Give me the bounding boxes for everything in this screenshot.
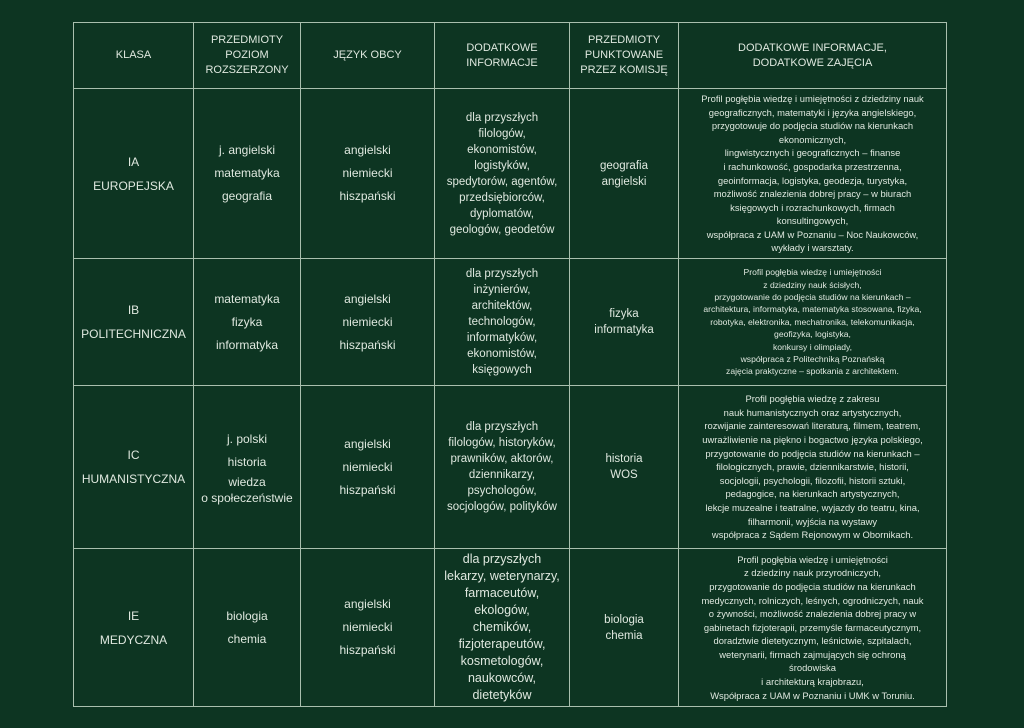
text-line: chemików,	[472, 620, 532, 634]
scored-subjects-cell	[570, 549, 679, 707]
text-line: pedagogice, na kierunkach artystycznych,	[725, 488, 900, 500]
text-line: wykłady i warsztaty.	[771, 242, 854, 254]
header-przedmioty-rozszerzone	[194, 23, 301, 89]
text-line: informatyka	[215, 337, 279, 352]
table-row	[74, 386, 947, 549]
text-line: o żywności, możliwość znalezienia dobrej pracy w	[708, 608, 917, 620]
extended-subjects-cell	[194, 549, 301, 707]
text-line: dziennikarzy,	[468, 469, 536, 481]
text-line: spedytorów, agentów,	[446, 175, 558, 188]
text-line: angielski	[344, 291, 391, 306]
text-line: z dziedziny nauk przyrodniczych,	[743, 567, 882, 579]
text-line: dla przyszłych	[465, 268, 539, 280]
text-line: INFORMACJE	[466, 56, 538, 69]
text-line: Profil pogłębia wiedzę z zakresu	[745, 393, 880, 405]
text-line: chemia	[227, 631, 267, 646]
text-line: hiszpański	[339, 482, 396, 497]
extra-activities-cell	[679, 549, 947, 707]
text-line: współpraca z Sądem Rejonowym w Obornikach.	[711, 529, 914, 541]
text-line: filharmonii, wyjścia na wystawy	[747, 515, 878, 527]
text-line: współpraca z Politechniką Poznańską	[740, 354, 885, 365]
text-line: informatyków,	[466, 332, 538, 344]
text-line: wiedza	[228, 475, 266, 489]
text-line: architektów,	[471, 300, 533, 312]
text-line: biologia	[226, 608, 268, 623]
text-line: niemiecki	[342, 314, 393, 329]
text-line: zajęcia praktyczne – spotkania z architektem.	[726, 366, 899, 377]
text-line: DODATKOWE ZAJĘCIA	[752, 56, 873, 69]
career-info-cell	[435, 386, 570, 549]
extra-activities-cell	[679, 259, 947, 386]
text-line: księgowych i rozrachunkowych, firmach	[730, 201, 895, 213]
text-line: gabinetach fizjoterapii, przemyśle farmaceutycznym,	[703, 621, 922, 633]
class-name-cell	[74, 386, 194, 549]
text-line: niemiecki	[342, 166, 393, 180]
text-line: lekcje muzealne i teatralne, wyjazdy do teatru, kina,	[705, 501, 920, 513]
text-line: filologicznych, prawie, dziennikarstwie, historii,	[716, 461, 909, 473]
text-line: geograficznych, matematyki i języka angielskiego,	[708, 106, 917, 118]
languages-cell	[301, 259, 435, 386]
text-line: przygotowanie do podjęcia studiów na kierunkach –	[714, 291, 911, 302]
table-row	[74, 549, 947, 707]
text-line: naukowców,	[467, 671, 537, 685]
text-line: geoinformacja, logistyka, geodezja, turystyka,	[717, 174, 908, 186]
header-dodatkowe-informacje	[435, 23, 570, 89]
text-line: socjologów, polityków	[447, 501, 557, 513]
text-line: ekonomistów,	[467, 143, 537, 156]
text-line: fizjoterapeutów,	[458, 637, 546, 651]
career-info-cell	[435, 89, 570, 259]
text-line: psychologów,	[467, 485, 537, 497]
text-line: nauk humanistycznych oraz artystycznych,	[723, 406, 902, 418]
scored-subjects-cell	[570, 259, 679, 386]
text-line: angielski	[601, 175, 647, 188]
text-line: ekonomicznych,	[778, 133, 847, 145]
languages-cell	[301, 89, 435, 259]
text-line: matematyka	[214, 166, 280, 180]
text-line: filologów,	[478, 127, 526, 140]
text-line: IB	[127, 303, 140, 317]
text-line: dla przyszłych	[465, 421, 539, 433]
text-line: przedsiębiorców,	[459, 191, 545, 204]
text-line: Profil pogłębia wiedzę i umiejętności	[737, 553, 888, 565]
extended-subjects-cell	[194, 386, 301, 549]
text-line: kosmetologów,	[460, 654, 544, 668]
text-line: dla przyszłych	[462, 552, 542, 566]
text-line: IE	[127, 608, 140, 623]
text-line: logistyków,	[474, 159, 530, 172]
text-line: przygotowanie do podjęcia studiów na kierunkach –	[705, 447, 920, 459]
text-line: księgowych	[472, 364, 532, 376]
text-line: doradztwie dietetycznym, leśnictwie, szpitalach,	[713, 635, 912, 647]
text-line: DODATKOWE	[466, 41, 538, 54]
text-line: socjologii, psychologii, filozofii, historii sztuki,	[719, 474, 906, 486]
text-line: współpraca z UAM w Poznaniu – Noc Naukowców,	[706, 228, 919, 240]
text-line: środowiska	[789, 662, 836, 674]
table-row	[74, 89, 947, 259]
text-line: POZIOM	[225, 49, 269, 61]
text-line: informatyka	[594, 324, 654, 336]
table-header-row	[74, 23, 947, 89]
extra-activities-cell	[679, 386, 947, 549]
career-info-cell	[435, 259, 570, 386]
text-line: konsultingowych,	[776, 215, 849, 227]
text-line: i architekturą krajobrazu,	[761, 676, 864, 688]
languages-cell	[301, 386, 435, 549]
text-line: i rachunkowość, gospodarka przestrzenna,	[723, 160, 902, 172]
text-line: geografia	[221, 189, 273, 203]
text-line: historia	[227, 455, 267, 469]
text-line: geografia	[600, 159, 648, 172]
text-line: lingwistycznych i geograficznych – finanse	[724, 147, 901, 159]
text-line: farmaceutów,	[464, 586, 540, 600]
text-line: uwrażliwienie na piękno i bogactwo języka polskiego,	[702, 434, 923, 446]
extended-subjects-cell	[194, 89, 301, 259]
text-line: lekarzy, weterynarzy,	[444, 569, 560, 583]
text-line: przygotowanie do podjęcia studiów na kierunkach	[709, 580, 916, 592]
text-line: fizyka	[609, 308, 639, 320]
text-line: chemia	[605, 629, 643, 642]
text-line: PRZEDMIOTY	[210, 34, 284, 46]
text-line: hiszpański	[339, 337, 396, 352]
text-line: HUMANISTYCZNA	[81, 472, 186, 486]
text-line: ekonomistów,	[467, 348, 537, 360]
header-klasa	[74, 23, 194, 89]
text-line: Współpraca z UAM w Poznaniu i UMK w Toruniu.	[710, 689, 915, 701]
text-line: POLITECHNICZNA	[81, 327, 186, 341]
text-line: Profil pogłębia wiedzę i umiejętności z dziedziny nauk	[701, 92, 924, 104]
career-info-cell	[435, 549, 570, 707]
text-line: architektura, informatyka, matematyka stosowana, fizyka,	[703, 304, 922, 315]
extended-subjects-cell	[194, 259, 301, 386]
text-line: KLASA	[115, 49, 152, 61]
class-name-cell	[74, 89, 194, 259]
text-line: możliwość znalezienia dobrej pracy – w biurach	[713, 188, 912, 200]
text-line: geologów, geodetów	[449, 223, 555, 236]
text-line: angielski	[344, 597, 391, 611]
text-line: PUNKTOWANE	[584, 49, 664, 61]
text-line: IA	[127, 154, 140, 169]
text-line: hiszpański	[339, 189, 396, 203]
text-line: medycznych, rolniczych, leśnych, ogrodniczych, nauk	[701, 594, 924, 606]
text-line: przygotowuje do podjęcia studiów na kierunkach	[711, 120, 914, 132]
text-line: niemiecki	[342, 459, 393, 474]
text-line: EUROPEJSKA	[93, 178, 174, 193]
text-line: fizyka	[231, 314, 263, 329]
text-line: angielski	[344, 143, 391, 157]
class-offer-table	[73, 22, 947, 707]
text-line: o społeczeństwie	[201, 491, 293, 505]
text-line: MEDYCZNA	[99, 632, 168, 647]
text-line: WOS	[610, 469, 638, 481]
text-line: inżynierów,	[473, 284, 531, 296]
text-line: prawników, aktorów,	[450, 453, 554, 465]
text-line: robotyka, elektronika, mechatronika, telekomunikacja,	[710, 316, 915, 327]
text-line: angielski	[344, 436, 391, 451]
text-line: geofizyka, logistyka,	[774, 329, 851, 340]
text-line: ekologów,	[474, 603, 530, 617]
text-line: JĘZYK OBCY	[333, 49, 402, 61]
text-line: dla przyszłych	[465, 111, 539, 124]
languages-cell	[301, 549, 435, 707]
text-line: j. angielski	[218, 143, 276, 157]
text-line: technologów,	[468, 316, 536, 328]
text-line: ROZSZERZONY	[205, 64, 289, 76]
scored-subjects-cell	[570, 386, 679, 549]
class-name-cell	[74, 259, 194, 386]
header-przedmioty-punktowane	[570, 23, 679, 89]
text-line: konkursy i olimpiady,	[772, 341, 853, 352]
scored-subjects-cell	[570, 89, 679, 259]
text-line: Profil pogłębia wiedzę i umiejętności	[743, 267, 882, 278]
text-line: j. polski	[226, 432, 267, 446]
text-line: niemiecki	[342, 620, 393, 634]
header-jezyk-obcy	[301, 23, 435, 89]
text-line: matematyka	[214, 291, 280, 306]
class-name-cell	[74, 549, 194, 707]
text-line: IC	[127, 448, 140, 462]
text-line: dietetyków	[472, 688, 532, 702]
text-line: biologia	[604, 613, 644, 626]
text-line: hiszpański	[339, 643, 396, 657]
header-dodatkowe-zajecia	[679, 23, 947, 89]
table-row	[74, 259, 947, 386]
text-line: filologów, historyków,	[448, 437, 556, 449]
extra-activities-cell	[679, 89, 947, 259]
text-line: DODATKOWE INFORMACJE,	[738, 41, 887, 54]
text-line: PRZEZ KOMISJĘ	[580, 64, 668, 76]
text-line: historia	[605, 453, 643, 465]
text-line: weterynarii, firmach zajmujących się ochroną	[719, 648, 906, 660]
text-line: PRZEDMIOTY	[587, 34, 661, 46]
text-line: dyplomatów,	[470, 207, 534, 220]
text-line: rozwijanie zainteresowań literaturą, filmem, teatrem,	[704, 420, 921, 432]
text-line: z dziedziny nauk ścisłych,	[763, 279, 862, 290]
